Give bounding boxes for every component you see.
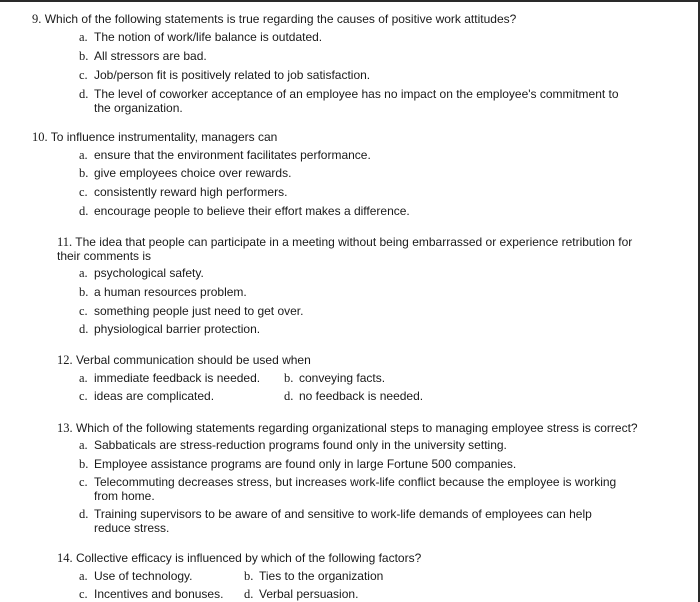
option-letter: a. bbox=[79, 30, 88, 44]
question-text: Which of the following statements is true regarding the causes of positive work attitudes? bbox=[44, 12, 517, 26]
option-letter: d. bbox=[284, 389, 294, 403]
option-letter: c. bbox=[79, 68, 88, 82]
question-number: 10. bbox=[32, 130, 48, 144]
option-text: Employee assistance programs are found only in large Fortune 500 companies. bbox=[94, 457, 517, 471]
option-text: Training supervisors to be aware of and sensitive to work-life demands of employees can help bbox=[94, 507, 592, 521]
option-text: psychological safety. bbox=[94, 266, 204, 280]
option-a bbox=[79, 569, 193, 583]
option-letter: d. bbox=[79, 204, 89, 218]
option-c bbox=[79, 185, 287, 199]
option-d bbox=[244, 587, 358, 601]
option-a bbox=[79, 266, 204, 280]
option-letter: b. bbox=[284, 371, 294, 385]
option-text: The level of coworker acceptance of an employee has no impact on the employee's commitment to bbox=[94, 87, 619, 101]
option-text: Sabbaticals are stress-reduction programs found only in the university setting. bbox=[94, 438, 507, 452]
option-text: encourage people to believe their effort makes a difference. bbox=[94, 204, 410, 218]
option-letter: a. bbox=[79, 569, 88, 583]
option-b bbox=[79, 457, 516, 471]
option-letter: c. bbox=[79, 304, 88, 318]
question-stem bbox=[57, 552, 421, 565]
option-letter: c. bbox=[79, 475, 88, 489]
question-number: 13. bbox=[57, 421, 73, 435]
question-number: 14. bbox=[57, 551, 73, 565]
question-stem bbox=[57, 422, 638, 435]
option-text: no feedback is needed. bbox=[299, 389, 424, 403]
option-text: ensure that the environment facilitates performance. bbox=[94, 148, 371, 162]
option-d bbox=[284, 389, 423, 403]
option-d bbox=[79, 87, 619, 115]
option-text: consistently reward high performers. bbox=[94, 185, 288, 199]
option-letter: c. bbox=[79, 389, 88, 403]
question-text: Which of the following statements regarding organizational steps to managing employee stress is correct? bbox=[75, 421, 638, 435]
option-text: Incentives and bonuses. bbox=[94, 587, 224, 601]
question-number: 11. bbox=[57, 235, 73, 249]
option-letter: c. bbox=[79, 587, 88, 601]
question-text: The idea that people can participate in a meeting without being embarrassed or experience retribution for bbox=[75, 235, 633, 249]
option-text: All stressors are bad. bbox=[94, 49, 207, 63]
option-letter: b. bbox=[79, 285, 89, 299]
option-a bbox=[79, 371, 260, 385]
option-text: Verbal persuasion. bbox=[259, 587, 359, 601]
option-letter: b. bbox=[79, 457, 89, 471]
option-d bbox=[79, 322, 260, 336]
option-text: a human resources problem. bbox=[94, 285, 247, 299]
option-letter: b. bbox=[244, 569, 254, 583]
option-letter: a. bbox=[79, 371, 88, 385]
option-text: Telecommuting decreases stress, but increases work-life conflict because the employee is working bbox=[94, 475, 617, 489]
option-letter: a. bbox=[79, 266, 88, 280]
question-text: Verbal communication should be used when bbox=[75, 353, 311, 367]
option-letter: d. bbox=[79, 322, 89, 336]
option-c bbox=[79, 304, 303, 318]
option-a bbox=[79, 148, 371, 162]
option-b bbox=[284, 371, 385, 385]
option-text: Job/person fit is positively related to job satisfaction. bbox=[94, 68, 371, 82]
option-text: immediate feedback is needed. bbox=[94, 371, 261, 385]
question-text: Collective efficacy is influenced by which of the following factors? bbox=[75, 551, 422, 565]
option-text: Use of technology. bbox=[94, 569, 193, 583]
option-c bbox=[79, 475, 616, 503]
question-stem-continued bbox=[57, 250, 151, 263]
option-c bbox=[79, 389, 214, 403]
question-text-continued: their comments is bbox=[57, 249, 152, 263]
option-letter: c. bbox=[79, 185, 88, 199]
option-d bbox=[79, 507, 592, 535]
question-text: To influence instrumentality, managers can bbox=[50, 130, 278, 144]
option-text-continued: the organization. bbox=[94, 101, 183, 115]
option-text: The notion of work/life balance is outdated. bbox=[94, 30, 323, 44]
question-stem bbox=[57, 354, 311, 367]
option-letter: d. bbox=[244, 587, 254, 601]
option-a bbox=[79, 438, 507, 452]
option-letter: a. bbox=[79, 148, 88, 162]
option-text-continued: from home. bbox=[94, 489, 155, 503]
option-b bbox=[79, 166, 291, 180]
option-text: give employees choice over rewards. bbox=[94, 166, 292, 180]
question-stem bbox=[32, 13, 516, 26]
option-c bbox=[79, 587, 223, 601]
option-letter: b. bbox=[79, 49, 89, 63]
option-c bbox=[79, 68, 370, 82]
option-letter: d. bbox=[79, 507, 89, 521]
option-text: physiological barrier protection. bbox=[94, 322, 261, 336]
question-stem bbox=[32, 131, 277, 144]
question-stem bbox=[57, 236, 632, 249]
option-text: Ties to the organization bbox=[259, 569, 384, 583]
option-letter: d. bbox=[79, 87, 89, 101]
option-d bbox=[79, 204, 410, 218]
option-b bbox=[79, 285, 247, 299]
question-number: 12. bbox=[57, 353, 73, 367]
option-letter: a. bbox=[79, 438, 88, 452]
option-b bbox=[79, 49, 207, 63]
option-b bbox=[244, 569, 383, 583]
question-number: 9. bbox=[32, 12, 42, 26]
option-a bbox=[79, 30, 322, 44]
page-border-top bbox=[0, 0, 700, 2]
option-letter: b. bbox=[79, 166, 89, 180]
option-text: something people just need to get over. bbox=[94, 304, 304, 318]
option-text: conveying facts. bbox=[299, 371, 386, 385]
option-text: ideas are complicated. bbox=[94, 389, 215, 403]
option-text-continued: reduce stress. bbox=[94, 521, 170, 535]
